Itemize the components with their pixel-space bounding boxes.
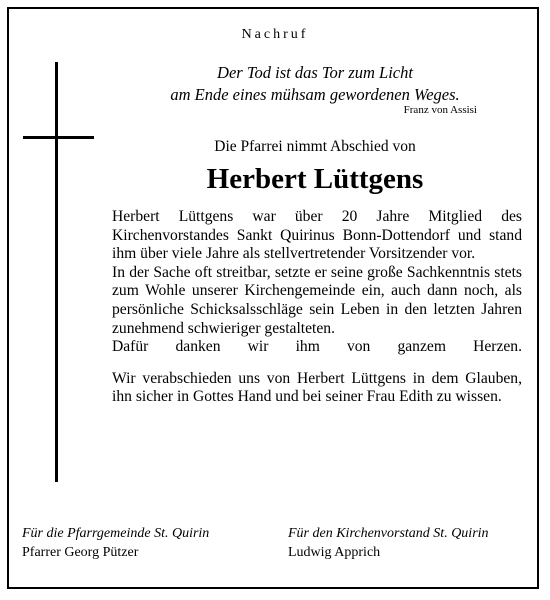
cross-icon-horizontal [23, 136, 94, 139]
signature-left-title: Für die Pfarrgemeinde St. Quirin [22, 526, 210, 541]
notice-heading: Nachruf [241, 27, 309, 42]
signature-right-title: Für den Kirchenvorstand St. Quirin [288, 526, 489, 541]
obituary-body [112, 208, 522, 407]
paragraph-1: Herbert Lüttgens war über 20 Jahre Mitglied des Kirchenvorstandes Sankt Quirinus Bonn-Dottendorf und stand ihm über viele Jahre als stellvertretender Vorsitzender vor. [112, 208, 522, 263]
paragraph-2: In der Sache oft streitbar, setzte er seine große Sachkenntnis stets zum Wohle unserer Kirchengemeinde ein, auch dann noch, als persönliche Schicksalsschläge sein Leben in den letzten Jahren zunehmend schwieriger gestalteten. [112, 263, 522, 337]
deceased-name: Herbert Lüttgens [206, 163, 424, 195]
paragraph-3: Dafür danken wir ihm von ganzem Herzen. [112, 338, 522, 356]
signature-left-name: Pfarrer Georg Pützer [22, 545, 139, 560]
cross-icon-vertical [55, 62, 58, 482]
quote-line-1: Der Tod ist das Tor zum Licht [217, 63, 413, 82]
paragraph-4: Wir verabschieden uns von Herbert Lüttgens in dem Glauben, ihn sicher in Gottes Hand und bei seiner Frau Edith zu wissen. [112, 369, 522, 406]
quote-line-2: am Ende eines mühsam gewordenen Weges. [170, 85, 460, 104]
quote-attribution: Franz von Assisi [403, 104, 477, 116]
intro-text: Die Pfarrei nimmt Abschied von [214, 138, 416, 155]
signature-right-name: Ludwig Apprich [288, 545, 381, 560]
